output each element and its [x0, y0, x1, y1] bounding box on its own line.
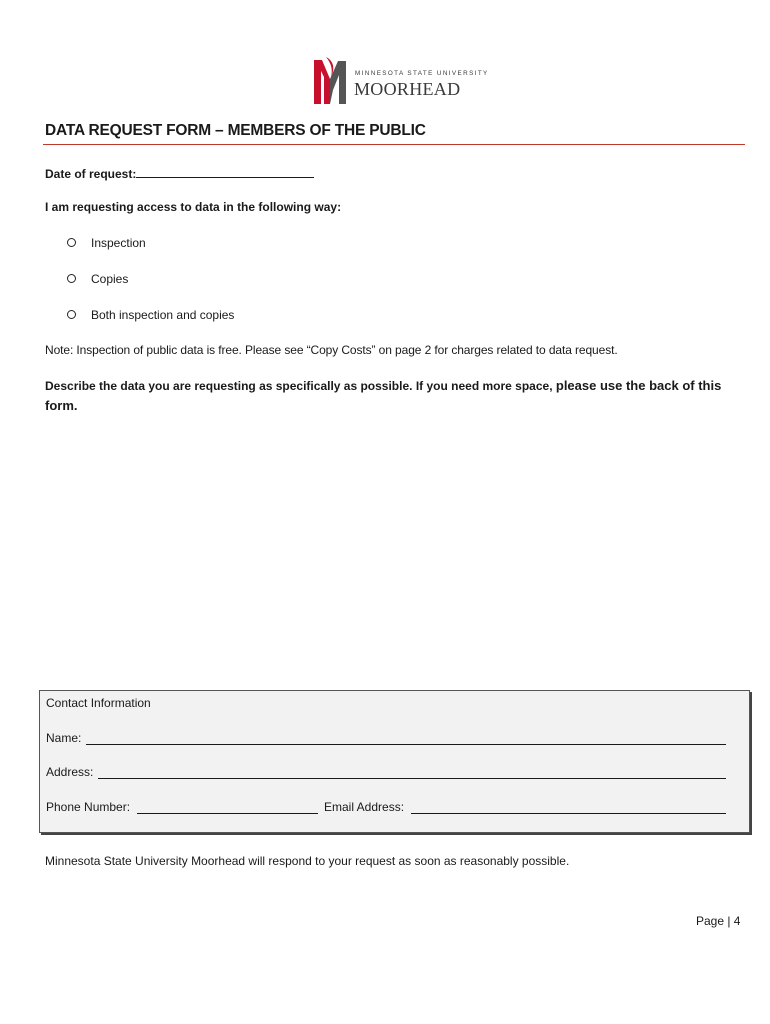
form-title: DATA REQUEST FORM – MEMBERS OF THE PUBLIC: [45, 122, 426, 139]
contact-heading: Contact Information: [46, 696, 151, 710]
copy-cost-note: Note: Inspection of public data is free. Please see “Copy Costs” on page 2 for charges related to data request.: [45, 343, 618, 357]
access-method-label: I am requesting access to data in the following way:: [45, 200, 342, 214]
describe-instructions: [45, 378, 721, 393]
radio-both[interactable]: [67, 310, 76, 319]
phone-field[interactable]: [137, 813, 318, 814]
contact-information-box: [39, 690, 750, 833]
response-note: Minnesota State University Moorhead will respond to your request as soon as reasonably possible.: [45, 854, 570, 868]
option-both-label: Both inspection and copies: [91, 308, 235, 322]
msum-m-logo-icon: [313, 57, 347, 105]
describe-text-part1: Describe the data you are requesting as specifically as possible. If you need more space,: [45, 379, 553, 393]
date-request-field[interactable]: [136, 165, 314, 178]
logo-name-text: MOORHEAD: [354, 79, 461, 99]
option-copies-label: Copies: [91, 272, 129, 286]
date-request-label: Date of request:: [45, 167, 137, 181]
email-field[interactable]: [411, 813, 726, 814]
email-label: Email Address:: [324, 800, 405, 814]
name-label: Name:: [46, 731, 82, 745]
describe-text-part3: form.: [45, 398, 78, 413]
title-divider: [43, 144, 745, 145]
radio-copies[interactable]: [67, 274, 76, 283]
radio-inspection[interactable]: [67, 238, 76, 247]
address-label: Address:: [46, 765, 94, 779]
page-number: Page | 4: [696, 914, 741, 928]
name-field[interactable]: [86, 744, 726, 745]
logo-university-text: MINNESOTA STATE UNIVERSITY: [355, 70, 489, 77]
university-logo: [313, 57, 488, 105]
date-request-row: [45, 165, 314, 181]
describe-text-part2: please use the back of this: [555, 378, 722, 393]
option-inspection-label: Inspection: [91, 236, 146, 250]
describe-data-area[interactable]: [45, 420, 745, 680]
phone-label: Phone Number:: [46, 800, 131, 814]
address-field[interactable]: [98, 778, 726, 779]
